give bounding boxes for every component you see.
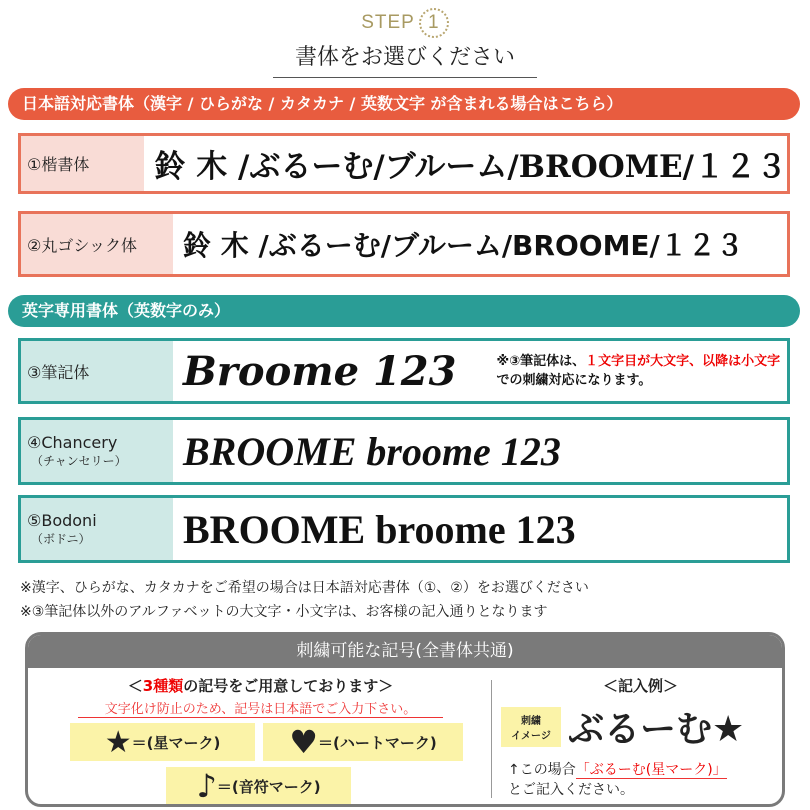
font-sample: BROOME broome 123: [183, 428, 561, 474]
divider: [491, 680, 492, 798]
japanese-section-header: 日本語対応書体（漢字 / ひらがな / カタカナ / 英数文字 が含まれる場合はこちら）: [8, 88, 800, 120]
font-sample: 鈴 木 /ぶるーむ/ブルーム/BROOME/１２３: [183, 229, 744, 262]
heart-icon: ♥: [289, 723, 318, 761]
star-icon: ★: [104, 724, 132, 760]
font-sample-area: [173, 341, 787, 401]
font-name: ③筆記体: [21, 341, 173, 401]
step-label: STEP: [361, 12, 415, 33]
step-indicator: [0, 8, 810, 38]
example-embroidery: ぶるーむ★: [568, 709, 745, 750]
instr-highlight: 「ぶるーむ(星マーク)」: [575, 762, 727, 778]
script-note: [496, 352, 781, 390]
label-text: イメージ: [511, 731, 551, 742]
font-sample: BROOME broome 123: [183, 506, 576, 552]
intro-text: の記号をご用意しております＞: [183, 677, 394, 695]
intro-highlight: 3種類: [142, 677, 184, 695]
font-label: [21, 420, 173, 482]
symbol-label: ＝(音符マーク): [216, 777, 321, 796]
symbol-note: [166, 767, 351, 805]
font-sample: Broome 123: [183, 347, 457, 395]
symbol-heart: [263, 723, 463, 761]
font-label: [21, 498, 173, 560]
step-number: 1: [419, 8, 449, 38]
embroidery-image-label: [501, 707, 561, 747]
font-option-kaisho[interactable]: [18, 133, 790, 194]
font-sample: 鈴 木 /ぶるーむ/ブルーム/BROOME/１２３: [154, 149, 787, 185]
font-name: ①楷書体: [21, 136, 144, 191]
symbol-label: ＝(星マーク): [131, 733, 221, 752]
example-instruction: [508, 759, 727, 799]
label-text: 刺繍: [521, 716, 541, 727]
intro-text: ＜: [127, 677, 143, 695]
font-option-maru-gothic[interactable]: [18, 211, 790, 277]
font-name: ②丸ゴシック体: [21, 214, 173, 274]
example-title: ＜記入例＞: [602, 677, 678, 695]
note: ※漢字、ひらがな、カタカナをご希望の場合は日本語対応書体（①、②）をお選びください: [20, 580, 589, 596]
music-note-icon: ♪: [196, 767, 217, 805]
symbol-star: [70, 723, 255, 761]
note: ※③筆記体以外のアルファベットの大文字・小文字は、お客様の記入通りとなります: [20, 604, 548, 620]
font-option-script[interactable]: [18, 338, 790, 404]
font-name-kana: （ボドニ）: [31, 532, 91, 546]
page-title: 書体をお選びください: [273, 40, 537, 78]
font-option-bodoni[interactable]: [18, 495, 790, 563]
note-text: での刺繍対応になります。: [496, 373, 652, 388]
symbols-intro: [28, 675, 493, 696]
english-section-header: 英字専用書体（英数字のみ）: [8, 295, 800, 327]
font-name: ④Chancery: [27, 433, 118, 452]
input-warning: 文字化け防止のため、記号は日本語でご入力下さい。: [78, 698, 443, 718]
font-option-chancery[interactable]: [18, 417, 790, 485]
note-text: ※③筆記体は、: [496, 354, 586, 369]
symbol-label: ＝(ハートマーク): [317, 733, 437, 752]
font-name: ⑤Bodoni: [27, 511, 97, 530]
instr-text: ↑この場合: [508, 762, 576, 778]
symbols-panel: [25, 632, 785, 807]
symbols-title: 刺繍可能な記号(全書体共通): [28, 635, 782, 668]
font-name-kana: （チャンセリー）: [31, 454, 127, 468]
instr-text: とご記入ください。: [508, 782, 634, 798]
note-highlight: １文字目が大文字、以降は小文字: [585, 354, 781, 369]
